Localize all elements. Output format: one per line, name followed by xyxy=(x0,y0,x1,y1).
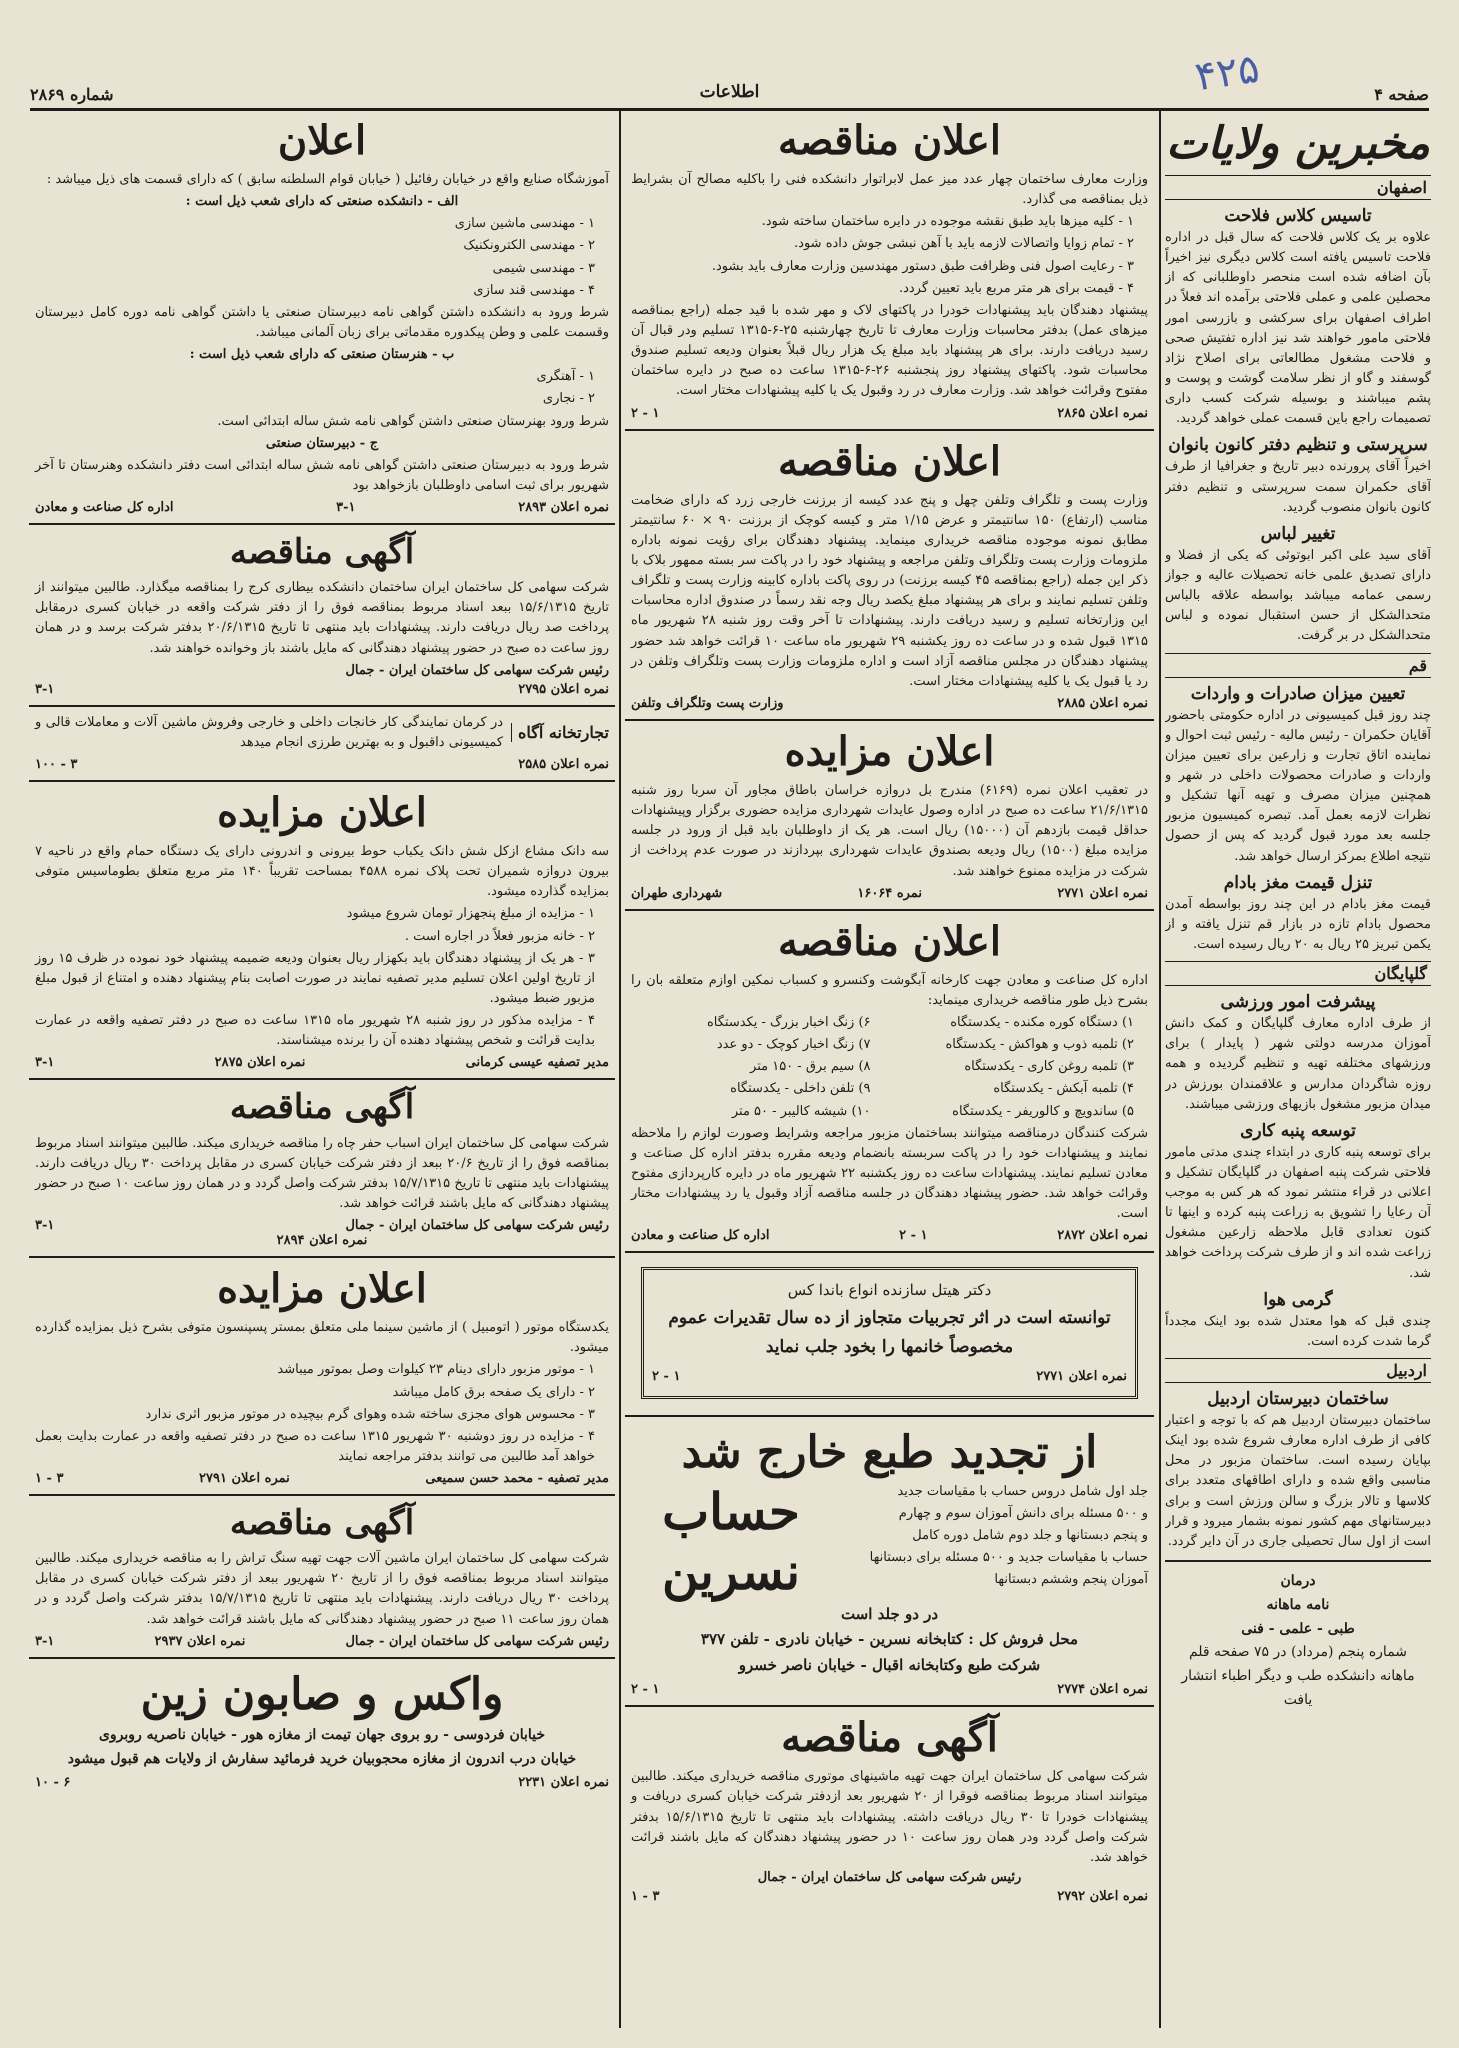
city-name: اردبیل xyxy=(1165,1358,1431,1383)
tender-ad-post-bags xyxy=(625,431,1154,721)
ad-sequence: ۳ - ۱۰۰ xyxy=(35,757,78,773)
ad-sequence: ۳-۱ xyxy=(35,1055,55,1071)
ad-item: ۱) دستگاه کوره مکنده - یکدستگاه xyxy=(950,1014,1134,1030)
ad-item: ۳ - محسوس هوای مجزی ساخته شده وهوای گرم بیچیده در موتور مزبور اثری ندارد xyxy=(145,1406,595,1422)
ad-number: نمره اعلان ۲۸۹۳ xyxy=(518,500,609,516)
book-ad-line: جلد اول شامل دروس حساب با مقیاسات جدید xyxy=(897,1483,1148,1499)
darman-line: شماره پنجم (مرداد) در ۷۵ صفحه قلم ماهانه دانشکده طب و دیگر اطباء انتشار یافت xyxy=(1181,1644,1415,1709)
ad-item: ۲) تلمبه ذوب و هواکش - یکدستگاه xyxy=(945,1037,1134,1053)
news-body: برای توسعه پنبه کاری در ابتداء چندی مدتی مامور فلاحتی شرکت پنبه اصفهان در گلپایگان تشکیل و اعلانی در قراء منتشر نمود که هر کس به موجب آن رعایا را تشویق به زراعت پنبه کرده و اینها تا کنون تعدادی قابل ملاحظه زارعین مشغول زراعت شده اند و از طرف شرکت پرداخت خواهد شد. xyxy=(1165,1144,1431,1281)
ad-sequence: ۶ - ۱۰ xyxy=(35,1775,71,1791)
ad-item: ۹) تلفن داخلی - یکدستگاه xyxy=(730,1081,871,1097)
ad-footer xyxy=(35,682,609,697)
ad-text: شرکت سهامی کل ساختمان ایران جهت تهیه ماشینهای موتوری مناقصه خریداری میکند. طالبین میتوانند اسناد مربوط بمناقصه فوقرا از ۲۰ شهریور بعد ازدفتر شرکت خیابان کسری دریافت و پیشنهادات خودرا تا ۳۰ ریال دریافت داشته. پیشنهادات باید منتهی تا تاریخ ۱۵/۶/۱۳۱۵ بدفتر شرکت واصل گردد ودر همان روز ساعت ۱۰ در حضور پیشنهاد دهندگان که مایل باشند قرائت خواهد شد. xyxy=(631,1769,1149,1865)
book-ad-body xyxy=(837,1482,1148,1593)
book-ad-sale-info xyxy=(631,1602,1148,1679)
handwritten-note: ۴۲۵ xyxy=(1191,45,1262,101)
ad-section: ج - دبیرستان صنعتی xyxy=(265,435,379,451)
ad-sequence: ۳ - ۱ xyxy=(35,1471,64,1487)
ad-footer xyxy=(35,663,609,678)
column-rule xyxy=(619,110,621,2028)
tender-ad-lab-tables xyxy=(625,110,1154,431)
ad-signature: وزارت پست وتلگراف وتلفن xyxy=(631,695,784,711)
ad-item: ۴ - مزایده در روز دوشنبه ۳۰ شهریور ۱۳۱۵ ساعت ده صبح در دفتر تصفیه واقعه در عمارت بدایت بعمل خواهد آمد طالبین می توانند بدفتر مراجعه نمایند xyxy=(35,1428,595,1464)
masthead xyxy=(30,68,1429,111)
doctor-ad xyxy=(625,1253,1154,1416)
book-ad-line: و پنجم دبستانها و جلد دوم شامل دوره کامل xyxy=(912,1528,1148,1543)
ad-section: الف - دانشکده صنعتی که دارای شعب ذیل است : xyxy=(185,194,459,210)
ad-signature: رئیس شرکت سهامی کل ساختمان ایران - جمال xyxy=(345,1218,609,1234)
doctor-ad-line: توانسته است در اثر تجربیات متجاوز از ده سال تقدیرات عموم xyxy=(668,1307,1111,1328)
ad-number: نمره اعلان ۲۷۹۵ xyxy=(518,681,609,697)
ad-item: ۵) ساندویچ و کالوریفر - یکدستگاه xyxy=(952,1103,1134,1119)
ad-intro: وزارت معارف ساختمان چهار عدد میز عمل لابراتوار دانشکده فنی را باکلیه مصالح آن بشرایط ذیل بمناقصه می گذارد. xyxy=(631,172,1148,208)
ad-footer xyxy=(35,1634,609,1649)
ad-signature: مدیر تصفیه - محمد حسن سمیعی xyxy=(425,1471,609,1487)
polish-soap-ad xyxy=(29,1659,615,1799)
ad-body xyxy=(35,1318,609,1467)
auction-ad-house xyxy=(29,782,615,1080)
ad-item: ۶) زنگ اخبار بزرگ - یکدستگاه xyxy=(706,1014,871,1030)
ad-number: نمره اعلان ۲۸۶۵ xyxy=(1057,405,1148,421)
ad-item: ۴ - مزایده مذکور در روز شنبه ۲۸ شهریور ماه ۱۳۱۵ ساعت ده صبح در دفتر تصفیه واقعه در عمارت بدایت قرائت و شخص پیشنهاد دهنده آن را برنده میشناسند. xyxy=(35,1013,595,1049)
ad-text: سه دانک مشاع ازکل شش دانک یکباب حوط بیرونی و اندرونی دارای یک دستگاه حمام واقع در ناحیه ۷ بیرون دروازه شمیران تحت پلاک نمره ۴۵۸۸ بمساحت تقریباً ۱۴۰ متر مربع متعلق بطوماسیس متوفی بمزایده گذارده میشود. xyxy=(35,844,609,900)
ad-title: اعلان مزایده xyxy=(217,789,427,837)
news-headline: تغییر لباس xyxy=(1260,523,1336,544)
trading-house-name: تجارتخانه آگاه xyxy=(511,723,609,742)
ad-title: آگهی مناقصه xyxy=(229,1087,415,1128)
ad-sequence: ۳ - ۱ xyxy=(631,1888,660,1904)
tender-ad-well-digging xyxy=(29,1080,615,1258)
middle-ads-column xyxy=(625,110,1154,2028)
news-body: علاوه بر یک کلاس فلاحت که سال قبل در اداره فلاحت تاسیس یافته است کلاس دیگری نیز اخیراً بآن اضافه شده است منحصر داوطلبانی که از محصلین علمی و عملی فلاحتی برآمده اند فعلاً در اطراف اصفهان برای سرکشی و بازرسی امور فلاحتی مامور خواهند شد نیز اداره تفتیش صحی و فلاحت مشغول مطالعاتی برای اصلاح نژاد گوسفند و گاو از نظر سلامت گوشت و پوست و پشم میباشند و بوسیله شرکت کسب داری تصمیمات راجع باین قسمت عملی خواهد گردید. xyxy=(1165,230,1431,427)
ad-reference: نمره ۱۶۰۶۴ xyxy=(857,885,922,901)
ad-section: ب - هنرستان صنعتی که دارای شعب ذیل است : xyxy=(189,347,455,363)
ad-number: نمره اعلان ۲۵۸۵ xyxy=(518,757,609,773)
ad-sequence: ۱ - ۲ xyxy=(899,1228,928,1244)
book-ad-content xyxy=(631,1482,1148,1602)
ad-text: شرکت سهامی کل ساختمان ایران اسباب حفر چاه را مناقصه خریداری میکند. طالبین میتوانند اسناد مربوط بمناقصه فوق را از تاریخ ۲۰/۶ ببعد از دفتر شرکت خیابان کسری در مقابل پرداخت ۳۰ ریال دریافت دارند. پیشنهادات باید منتهی تا تاریخ ۱۵/۷/۱۳۱۵ بدفتر شرکت واصل گردد و در همان روز ساعت ۱۰ صبح در حضور پیشنهاد دهندگانی که مایل باشند قرائت خواهد شد. xyxy=(35,1135,610,1211)
ad-number: نمره اعلان ۲۲۳۱ xyxy=(518,1775,609,1791)
news-headline: تنزل قیمت مغز بادام xyxy=(1223,872,1373,893)
ad-body xyxy=(631,781,1148,882)
ad-body xyxy=(35,1134,609,1215)
ad-item: ۲ - مهندسی الکترونکنیک xyxy=(463,238,595,254)
ad-text: شرکت سهامی کل ساختمان ایران ساختمان دانشکده بیطاری کرج را بمناقصه میگذارد. طالبین میتوانند از تاریخ ۱۵/۶/۱۳۱۵ ببعد اسناد مربوط بمناقصه فوق را از دفتر شرکت واقعه در خیابان کسری درمقابل پرداخت صد ریال دریافت دارند. پیشنهادات باید منتهی تا تاریخ ۲۰/۶/۱۳۱۵ بدفتر شرکت برسد و در همان روز ساعت ده صبح در حضور پیشنهاد دهندگانی که مایل باشند باز وخوانده خواهند شد. xyxy=(35,580,610,656)
ad-number: نمره اعلان ۲۸۷۲ xyxy=(1057,1228,1148,1244)
city-name: قم xyxy=(1165,653,1431,678)
ad-item: ۲ - تمام زوایا واتصالات لازمه باید با آهن نبشی جوش داده شود. xyxy=(794,236,1134,252)
book-ad-other: شرکت طبع وکتابخانه اقبال - خیابان ناصر خسرو xyxy=(738,1655,1041,1674)
ad-number: نمره اعلان ۲۷۹۱ xyxy=(199,1471,290,1487)
ad-title: اعلان مناقصه xyxy=(777,917,1002,965)
tender-ad-stone-cutting xyxy=(29,1496,615,1659)
ad-item: ۴ - مهندسی قند سازی xyxy=(473,282,595,298)
page-label: صفحه ۴ xyxy=(1374,85,1429,104)
ad-body xyxy=(35,170,609,496)
news-headline: سرپرستی و تنظیم دفتر کانون بانوان xyxy=(1168,435,1428,456)
ad-text: پیشنهاد دهندگان باید پیشنهادات خودرا در پاکتهای لاک و مهر شده با قید جمله (راجع بمناقصه میزهای عمل) بدفتر محاسبات وزارت معارف تا تاریخ چهارشنبه ۲۵-۶-۱۳۱۵ تسلیم ودر قبال آن رسید دریافت دارند. برای هر پیشنهاد باید مبلغ یک هزار ریال قبلاً بعنوان ودیعه تسلیم صندوق محاسبات شود. پاکتهای پیشنهاد روز پنجشنبه ۲۶-۶-۱۳۱۵ ساعت ده صبح در دایره ساختمان مفتوح وقرائت خواهد شد. وزارت معارف در رد وقبول یک یا کلیه پیشنهادات مختار است. xyxy=(631,302,1148,399)
ad-title: آگهی مناقصه xyxy=(781,1714,998,1762)
book-ad xyxy=(625,1417,1154,1708)
ad-sequence: ۱ - ۲ xyxy=(631,1682,660,1698)
city-name: گلپایگان xyxy=(1165,961,1431,986)
ad-footer xyxy=(35,1471,609,1486)
ad-item: ۲ - خانه مزبور فعلاً در اجاره است . xyxy=(404,928,595,944)
ad-footer xyxy=(35,1055,609,1070)
ad-text: شرط ورود بهنرستان صنعتی داشتن گواهی نامه شش ساله ابتدائی است. xyxy=(217,413,609,429)
provincial-news-column xyxy=(1165,110,1431,2028)
news-headline: ساختمان دبیرستان اردبیل xyxy=(1207,1389,1389,1410)
ad-body xyxy=(631,1767,1148,1868)
ad-sequence: ۳-۱ xyxy=(35,1633,55,1649)
ad-text: در کرمان نمایندگی کار خانجات داخلی و خارجی وفروش ماشین آلات و معاملات قالی و کمیسیونی داقبول و به بهترین طرزی انجام میدهد xyxy=(35,714,504,750)
trading-house-content xyxy=(35,713,609,753)
book-ad-line: حساب با مقیاسات جدید و ۵۰۰ مسئله برای دبستانها xyxy=(869,1550,1148,1566)
ad-item: ۱ - کلیه میزها باید طبق نقشه موجوده در دایره ساختمان ساخته شود. xyxy=(761,214,1134,230)
column-rule xyxy=(1159,110,1161,2028)
ad-title: آگهی مناقصه xyxy=(229,1503,415,1544)
tender-ad-factory-equipment xyxy=(625,911,1154,1254)
ad-line: خیابان فردوسی - رو بروی جهان تیمت از مغازه هور - خیابان ناصریه روبروی xyxy=(98,1726,546,1743)
doctor-ad-frame xyxy=(641,1267,1138,1398)
issue-label: شماره ۲۸۶۹ xyxy=(30,85,114,104)
book-ad-sale: محل فروش کل : کتابخانه نسرین - خیابان نادری - تلفن ۳۷۷ xyxy=(700,1630,1079,1649)
ad-body xyxy=(35,578,609,659)
ad-signature: رئیس شرکت سهامی کل ساختمان ایران - جمال xyxy=(345,1633,609,1649)
school-announcement-ad xyxy=(29,110,615,525)
tender-ad-machinery xyxy=(625,1707,1154,1912)
book-ad-line: آموزان پنجم وششم دبستانها xyxy=(994,1572,1148,1588)
news-body: قیمت مغز بادام در این چند روز بواسطه آمدن محصول بادام تازه در بازار قم تنزل یافته و از یکمن تبریز ۲۵ ریال به ۲۰ ریال رسیده است. xyxy=(1165,896,1431,952)
ad-signature: مدیر تصفیه عیسی کرمانی xyxy=(465,1055,609,1071)
news-body: ساختمان دبیرستان اردبیل هم که با توجه و اعتبار کافی از طرف اداره معارف شروع شده بود اینک بپایان رسیده است. ساختمان مزبور در محل مناسبی واقع شده و دارای اطاقهای متعدد برای کلاسها و تالار بزرگ و سالن ورزش است و برای دبیرستانهای مهم کشور نمونه بشمار میرود و قرار است از اول سال تحصیلی جاری در آن دایر گردد. xyxy=(1165,1413,1431,1549)
ad-item: ۱ - مزایده از مبلغ پنجهزار تومان شروع میشود xyxy=(346,906,595,922)
ad-intro: آموزشگاه صنایع واقع در خیابان رفائیل ( خیابان قوام السلطنه سابق ) که دارای قسمت های ذیل میباشد : xyxy=(46,172,609,187)
ad-footer xyxy=(652,1366,1127,1388)
ad-number: نمره اعلان ۲۷۷۱ xyxy=(1057,885,1148,901)
ad-signature: اداره کل صناعت و معادن xyxy=(631,1228,770,1244)
ad-text: شرکت کنندگان درمناقصه میتوانند بساختمان مزبور مراجعه وشرایط وصورت لوازم را ملاحظه نمایند و پیشنهادات خود را در پاکت سربسته بانضمام ودیعه مقرره بدفتر اداره کل صناعت و معادن تسلیم نمایند. پیشنهادات ساعت ده روز یکشنبه ۲۲ شهریور ماه در دایره کارپردازی مفتوح وقرائت خواهد شد. حضور پیشنهاد دهندگان در جلسه مناقصه آزاد وقبول یا رد پیشنهادات مختار است. xyxy=(631,1125,1148,1222)
news-headline: توسعه پنبه کاری xyxy=(1240,1120,1356,1141)
trading-house-ad xyxy=(29,707,615,782)
ad-number: نمره اعلان ۲۷۷۱ xyxy=(1036,1368,1127,1384)
ad-item: ۱۰) شیشه کالیبر - ۵۰ متر xyxy=(731,1103,871,1119)
ad-body xyxy=(35,842,609,1051)
ad-signature: شهرداری طهران xyxy=(631,885,723,901)
news-body: اخیراً آقای پرورنده دبیر تاریخ و جغرافیا از طرف آقای حکمران سمت سرپرستی و تنظیم دفتر کانون بانوان منصوب گردید. xyxy=(1165,459,1431,515)
auction-ad-engine xyxy=(29,1258,615,1496)
ad-footer xyxy=(631,1682,1148,1697)
ad-sequence: ۳-۱ xyxy=(35,1218,55,1234)
ad-body xyxy=(631,491,1148,692)
news-headline: پیشرفت امور ورزشی xyxy=(1220,992,1376,1013)
news-body: چندی قبل که هوا معتدل شده بود اینک مجدداً گرما شدت کرده است. xyxy=(1165,1313,1431,1349)
news-headline: تعیین میزان صادرات و واردات xyxy=(1190,683,1406,704)
ad-sequence: ۳-۱ xyxy=(35,681,55,697)
tender-ad-vet-school xyxy=(29,525,615,707)
ad-item: ۱ - موتور مزبور دارای دینام ۲۳ کیلوات وصل بموتور میباشد xyxy=(277,1362,595,1378)
ad-footer xyxy=(631,1889,1148,1904)
ad-text: وزارت پست و تلگراف وتلفن چهل و پنج عدد کیسه از برزنت خارجی زرد که دارای ضخامت مناسب (ارتفاع) ۱۵۰ سانتیمتر و عرض ۱/۱۵ متر و کیسه کوچک از برزنت ۹۰ × ۶۰ سانتیمتر مطابق نمونه موجوده مناقصه خریداری مینماید. پیشنهاد دهندگان برای رؤیت نمونه باداره ملزومات وزارت پست وتلگراف وتلفن مراجعه و پیشنهاد خود را در پاکت سر بسته ممهور بلاک با ذکر این جمله (راجع بمناقصه ۴۵ کیسه برزنت) در روی پاکت باداره کابینه وزارت پست و تلگراف وتلفن تسلیم نمایند و برای هر پیشنهاد مبلغ یکصد ریال وجه نقد رسماً در صندوق اداره محاسبات این وزارتخانه تسلیم و رسید دریافت دارند. پیشنهادات تا آخر وقت روز شنبه ۲۸ شهریور ماه ۱۳۱۵ قبول شده و در ساعت ده روز یکشنبه ۲۹ شهریور ماه ساعت ۱۰ قرائت خواهد شد حضور پیشنهاد دهندگان در مجلس مناقصه آزاد است و اداره ملزومات وزارت پست وتلگراف وتلفن در رد یا قبول یک یا کلیه پیشنهادات مختار است. xyxy=(631,492,1149,689)
ad-sequence: ۱ - ۲ xyxy=(631,405,660,421)
book-name: حساب نسرین xyxy=(661,1481,801,1601)
ad-number: نمره اعلان ۲۸۷۵ xyxy=(214,1055,306,1071)
ad-item: ۴) تلمبه آبکش - یکدستگاه xyxy=(993,1081,1134,1097)
paper-name: اطلاعات xyxy=(699,82,760,102)
ad-body xyxy=(631,170,1148,402)
ad-body xyxy=(35,1549,609,1630)
ad-item: ۴ - قیمت برای هر متر مربع باید تعیین گردد. xyxy=(898,280,1134,296)
left-ads-column xyxy=(29,110,615,2028)
ad-text: شرط ورود به دبیرستان صنعتی داشتن گواهی نامه شش ساله ابتدائی است دفتر دانشکده وهنرستان تا آخر شهریور برای ثبت اسامی داوطلبان بازخواهد بود xyxy=(35,457,609,493)
ad-text: در تعقیب اعلان نمره (۶۱۶۹) مندرج بل دروازه خراسان باطاق مجاور آن سربا روز شنبه ۲۱/۶/۱۳۱۵ ساعت ده صبح در اداره وصول عایدات شهرداری مزایده حضوری برگزار وپیشنهادات حداقل قیمت بازدهم آن (۱۵۰۰۰) ریال است. هر یک از داوطلبان باید قبل از ورود در جلسه مزایده مبلغ (۱۵۰۰) ریال ودیعه بصندوق عایدات شهرداری بپردازند در صورت عدم پرداخت از شرکت در مزایده ممنوع خواهند شد. xyxy=(631,782,1148,879)
ad-footer xyxy=(631,1228,1148,1243)
ad-number: نمره اعلان ۲۸۸۵ xyxy=(1057,695,1148,711)
ad-number: نمره اعلان ۲۹۳۷ xyxy=(154,1633,246,1649)
ad-footer xyxy=(35,1218,609,1233)
ad-item: ۸) سیم برق - ۱۵۰ متر xyxy=(750,1059,871,1075)
darman-journal-notice xyxy=(1165,1560,1431,1721)
ad-title: آگهی مناقصه xyxy=(229,532,415,573)
book-ad-volumes: در دو جلد است xyxy=(840,1604,939,1623)
doctor-ad-line: دکتر هیتل سازنده انواع باندا کس xyxy=(787,1281,992,1300)
ad-text: شرط ورود به دانشکده داشتن گواهی نامه دبیرستان صنعتی یا داشتن گواهی نامه دوره کامل دبیرستان وقسمت علمی و وطن پیکدوره مقدماتی برای زبان آلمانی میباشد. xyxy=(35,304,609,340)
ad-title: اعلان مزایده xyxy=(217,1265,427,1313)
ad-footer xyxy=(631,406,1148,421)
book-ad-line: و ۵۰۰ مسئله برای دانش آموزان سوم و چهارم xyxy=(898,1505,1148,1521)
ad-title: اعلان مناقصه xyxy=(777,437,1002,485)
darman-line: نامه ماهانه xyxy=(1266,1596,1330,1613)
ad-footer xyxy=(35,1775,609,1790)
news-body: چند روز قبل کمیسیونی در اداره حکومتی باحضور آقایان حکمران - رئیس مالیه - رئیس ثبت احوال و نماینده اتاق تجارت و زارعین برای تعیین میزان واردات و صادرات محصولات داخلی در شهر و همچنین میزان مصرف و تهیه آنها تشکیل و نظرات لازمه بعمل آمد. تبصره کمیسیون مزبور جلسه بعد مورد قبول گردید که پس از حصول نتیجه اطلاع بمرکز ارسال خواهد شد. xyxy=(1165,707,1431,864)
ad-text: شرکت سهامی کل ساختمان ایران ماشین آلات جهت تهیه سنگ تراش را به مناقصه خریداری میکند. طالبین میتوانند اسناد مربوط بمناقصه فوق را از تاریخ ۲۰ شهریور ببعد از دفتر شرکت خیابان کسری در مقابل پرداخت ۳۰ ریال دریافت دارند. پیشنهادات باید منتهی تا تاریخ ۱۵/۷/۱۳۱۵ بدفتر شرکت واصل گردد و در همان روز ساعت ۱۱ صبح در حضور پیشنهاد دهندگانی که مایل باشند قرائت خواهد شد. xyxy=(35,1551,610,1627)
darman-line: طبی - علمی - فنی xyxy=(1241,1620,1355,1637)
ad-item: ۷) زنگ اخبار کوچک - دو عدد xyxy=(716,1037,871,1053)
ad-body xyxy=(631,971,1148,1225)
ad-signature: رئیس شرکت سهامی کل ساختمان ایران - جمال xyxy=(757,1869,1022,1885)
ad-text: یکدستگاه موتور ( اتومبیل ) از ماشین سینما ملی متعلق بمستر پسپنسون متوفی بشرح ذیل بمزایده گذارده میشود. xyxy=(35,1320,609,1356)
ad-sequence: ۱ - ۲ xyxy=(652,1368,681,1384)
ad-item: ۳) تلمبه روغن کاری - یکدستگاه xyxy=(964,1059,1134,1075)
equipment-list xyxy=(631,1013,1148,1124)
section-title: مخبرین ولایات xyxy=(1166,118,1430,169)
ad-footer xyxy=(631,696,1148,711)
ad-signature: رئیس شرکت سهامی کل ساختمان ایران - جمال xyxy=(345,662,609,678)
ad-item: ۱ - مهندسی ماشین سازی xyxy=(454,216,595,232)
ad-signature: اداره کل صناعت و معادن xyxy=(35,500,174,516)
ad-footer xyxy=(35,757,609,772)
ad-body xyxy=(35,1724,609,1772)
ad-item: ۲ - نجاری xyxy=(542,391,595,407)
news-headline: تاسیس کلاس فلاحت xyxy=(1224,206,1372,226)
city-name: اصفهان xyxy=(1165,175,1431,200)
darman-line: درمان xyxy=(1280,1573,1316,1590)
ad-title: اعلان مزایده xyxy=(784,727,995,775)
ad-title: اعلان مناقصه xyxy=(777,117,1002,164)
ad-number: نمره اعلان ۲۷۷۴ xyxy=(1057,1682,1148,1698)
ad-footer xyxy=(35,500,609,515)
ad-number: نمره اعلان ۲۷۹۲ xyxy=(1057,1888,1148,1904)
book-ad-headline: از تجدید طبع خارج شد xyxy=(681,1426,1098,1478)
ad-item: ۳ - مهندسی شیمی xyxy=(492,260,595,276)
ad-item: ۲ - دارای یک صفحه برق کامل میباشد xyxy=(392,1384,595,1400)
ad-item: ۳ - هر یک از پیشنهاد دهندگان باید بکهزار ریال بعنوان ودیعه ضمیمه پیشنهاد خود نموده در ظرف ۱۵ روز از تاریخ اولین اعلان تسلیم مدیر تصفیه نمایند در صورت اصابت بنام پیشنهاد دهنده و امتناع از قبول مبلغ مزبور ضبط میشود. xyxy=(35,950,595,1007)
auction-ad-municipality xyxy=(625,721,1154,911)
ad-number: نمره اعلان ۲۸۹۴ xyxy=(276,1233,368,1249)
ad-intro: اداره کل صناعت و معادن جهت کارخانه آبگوشت وکنسرو و کسباب نمکین اوازم متعلقه بان را بشرح ذیل طور مناقصه خریداری مینماید: xyxy=(631,972,1148,1008)
news-body: آقای سید علی اکبر ابوتوئی که یکی از فضلا و دارای تصدیق علمی خانه تحصیلات عالیه و جواز رسمی عمامه میباشد بواسطه علاقه بالباس متحدالشکل از حسن استقبال نموده و لباس متحدالشکل در بر گرفت. xyxy=(1165,547,1431,644)
ad-sequence: ۳-۱ xyxy=(336,500,356,516)
news-body: از طرف اداره معارف گلپایگان و کمک دانش آموزان مدرسه دولتی شهر ( پایدار ) برای ورزشهای مختلفه تهیه و تنظیم گردیده و همه روزه شاگردان مدارس و علاقمندان بورزش در میدان مزبور مشغول بازیهای ورزشی میباشند. xyxy=(1165,1016,1431,1112)
ad-title: واکس و صابون زین xyxy=(140,1668,504,1720)
ad-footer xyxy=(631,886,1148,901)
news-headline: گرمی هوا xyxy=(1263,1289,1333,1310)
ad-line: خیابان درب اندرون از مغازه محجوبیان خرید فرمائید سفارش از ولایات هم قبول میشود xyxy=(67,1750,577,1767)
doctor-ad-line: مخصوصاً خانمها را بخود جلب نماید xyxy=(765,1336,1014,1357)
ad-item: ۳ - رعایت اصول فنی وظرافت طبق دستور مهندسین وزارت معارف باید بشود. xyxy=(711,258,1134,274)
ad-item: ۱ - آهنگری xyxy=(536,369,595,385)
ad-title: اعلان xyxy=(277,117,367,164)
